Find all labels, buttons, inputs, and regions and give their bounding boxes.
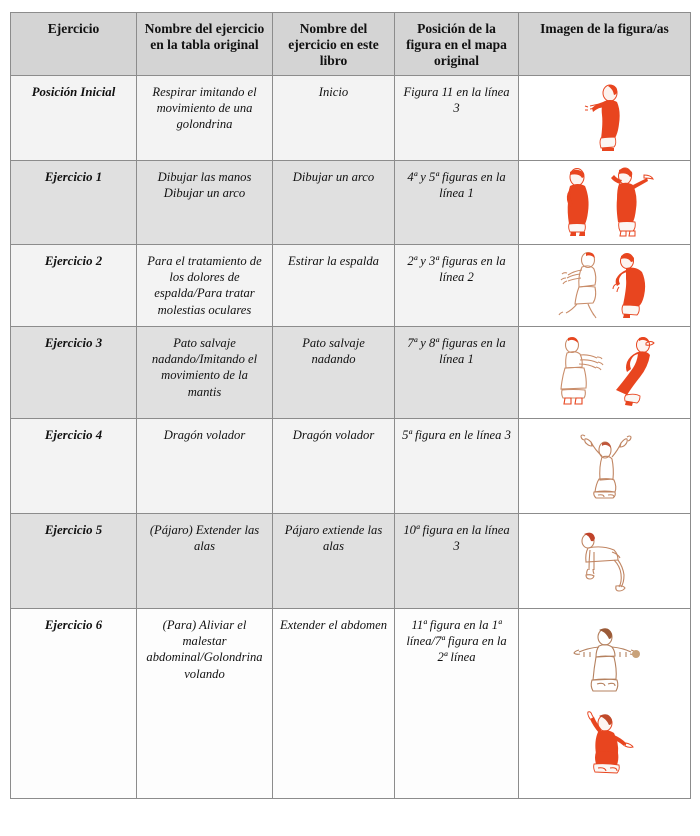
cell-figure-image (519, 418, 691, 513)
cell-original-name: Dragón volador (137, 418, 273, 513)
red-robed-figure-bending-forward-icon (610, 250, 660, 320)
cell-figure-image (519, 513, 691, 608)
red-robed-figure-arm-forward-icon (582, 82, 628, 154)
cell-book-name: Inicio (273, 75, 395, 160)
figure-group (521, 421, 688, 511)
table-row (11, 160, 691, 244)
table-row (11, 244, 691, 326)
cell-map-position: 4ª y 5ª figuras en la línea 1 (395, 160, 519, 244)
column-header-ejercicio: Ejercicio (11, 13, 137, 76)
cell-original-name: (Pájaro) Extender las alas (137, 513, 273, 608)
cell-figure-image (519, 160, 691, 244)
cell-original-name: (Para) Aliviar el malestar abdominal/Golondrina volando (137, 608, 273, 798)
cell-book-name: Extender el abdomen (273, 608, 395, 798)
figure-group (521, 611, 688, 796)
cell-figure-image (519, 244, 691, 326)
figure-group (521, 78, 688, 158)
red-robed-figure-standing-icon (555, 165, 599, 239)
cell-figure-image (519, 326, 691, 418)
outline-figure-lunging-icon (550, 250, 606, 320)
cell-exercise-name: Ejercicio 5 (11, 513, 137, 608)
cell-map-position: 11ª figura en la 1ª línea/7ª figura en la 2ª línea (395, 608, 519, 798)
cell-original-name: Respirar imitando el movimiento de una golondrina (137, 75, 273, 160)
column-header-nombre-original: Nombre del ejercicio en la tabla original (137, 13, 273, 76)
cell-map-position: 2ª y 3ª figuras en la línea 2 (395, 244, 519, 326)
red-robed-figure-drawing-bow-icon (603, 165, 655, 239)
figure-group (521, 247, 688, 324)
table-row (11, 513, 691, 608)
cell-exercise-name: Ejercicio 1 (11, 160, 137, 244)
cell-map-position: 10ª figura en la línea 3 (395, 513, 519, 608)
cell-book-name: Estirar la espalda (273, 244, 395, 326)
cell-exercise-name: Posición Inicial (11, 75, 137, 160)
cell-original-name: Dibujar las manos Dibujar un arco (137, 160, 273, 244)
cell-book-name: Pájaro extiende las alas (273, 513, 395, 608)
cell-map-position: 7ª y 8ª figuras en la línea 1 (395, 326, 519, 418)
cell-original-name: Pato salvaje nadando/Imitando el movimiento de la mantis (137, 326, 273, 418)
header-row (11, 13, 691, 76)
table-row (11, 75, 691, 160)
column-header-imagen: Imagen de la figura/as (519, 13, 691, 76)
figure-group (521, 163, 688, 242)
cell-exercise-name: Ejercicio 3 (11, 326, 137, 418)
outline-figure-arms-raised-icon (574, 426, 636, 506)
cell-figure-image (519, 608, 691, 798)
table-row (11, 418, 691, 513)
cell-map-position: 5ª figura en le línea 3 (395, 418, 519, 513)
cell-exercise-name: Ejercicio 2 (11, 244, 137, 326)
cell-exercise-name: Ejercicio 6 (11, 608, 137, 798)
cell-exercise-name: Ejercicio 4 (11, 418, 137, 513)
outline-figure-arms-outstretched-icon (566, 621, 644, 703)
table-row (11, 326, 691, 418)
cell-original-name: Para el tratamiento de los dolores de espalda/Para tratar molestias oculares (137, 244, 273, 326)
outline-figure-bent-over-icon (572, 524, 638, 598)
exercise-table (10, 12, 691, 799)
figure-group (521, 516, 688, 606)
cell-book-name: Dragón volador (273, 418, 395, 513)
column-header-nombre-libro: Nombre del ejercicio en este libro (273, 13, 395, 76)
column-header-posicion-mapa: Posición de la figura en el mapa original (395, 13, 519, 76)
outline-figure-arms-extended-icon (549, 333, 609, 411)
cell-book-name: Dibujar un arco (273, 160, 395, 244)
table-row (11, 608, 691, 798)
red-robed-figure-arm-up-icon (570, 705, 640, 785)
table-body (11, 75, 691, 798)
cell-book-name: Pato salvaje nadando (273, 326, 395, 418)
cell-map-position: Figura 11 en la línea 3 (395, 75, 519, 160)
figure-group (521, 329, 688, 416)
table-header (11, 13, 691, 76)
red-robed-figure-curved-bending-icon (613, 333, 661, 411)
cell-figure-image (519, 75, 691, 160)
